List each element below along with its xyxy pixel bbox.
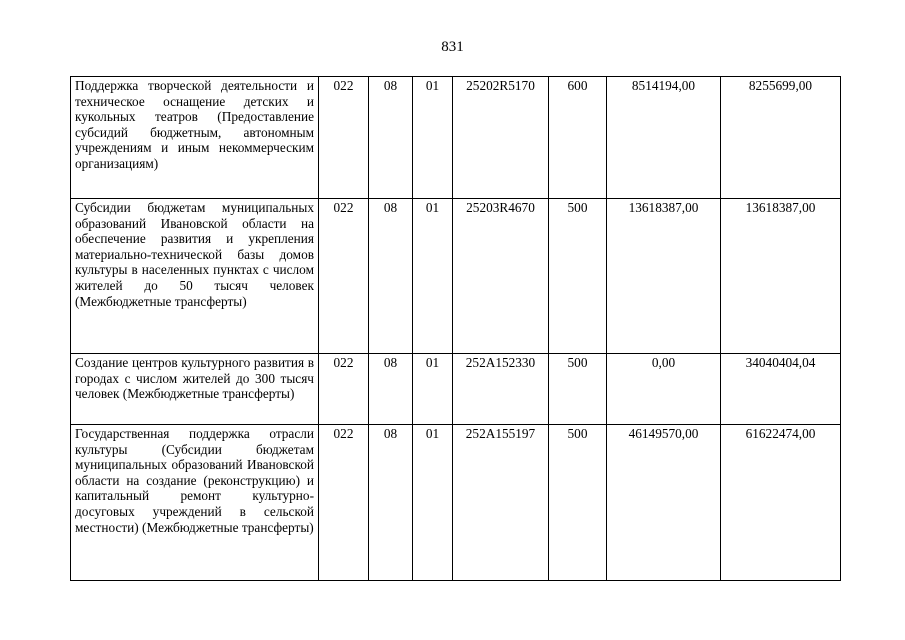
row-description: Субсидии бюджетам муниципальных образований Ивановской области на обеспечение развития и укрепления материально-технической базы домов культуры в населенных пунктах с числом жителей до 50 тысяч человек (Межбюджетные трансферты) <box>71 199 319 354</box>
row-amount-year1: 8514194,00 <box>607 77 721 199</box>
row-subsection-code: 01 <box>413 354 453 425</box>
row-amount-year2: 13618387,00 <box>721 199 841 354</box>
row-target-code: 25203R4670 <box>453 199 549 354</box>
table-row <box>71 354 841 425</box>
row-amount-year2: 61622474,00 <box>721 425 841 581</box>
row-expense-type: 500 <box>549 199 607 354</box>
row-target-code: 25202R5170 <box>453 77 549 199</box>
row-amount-year1: 0,00 <box>607 354 721 425</box>
row-amount-year2: 8255699,00 <box>721 77 841 199</box>
row-amount-year2: 34040404,04 <box>721 354 841 425</box>
row-subsection-code: 01 <box>413 77 453 199</box>
row-subsection-code: 01 <box>413 425 453 581</box>
row-expense-type: 500 <box>549 354 607 425</box>
row-target-code: 252A155197 <box>453 425 549 581</box>
table-row <box>71 77 841 199</box>
row-grbs-code: 022 <box>319 354 369 425</box>
row-expense-type: 600 <box>549 77 607 199</box>
budget-table <box>70 76 841 581</box>
table-row <box>71 425 841 581</box>
row-grbs-code: 022 <box>319 77 369 199</box>
row-target-code: 252A152330 <box>453 354 549 425</box>
row-subsection-code: 01 <box>413 199 453 354</box>
row-section-code: 08 <box>369 77 413 199</box>
page-number: 831 <box>441 39 464 55</box>
row-section-code: 08 <box>369 199 413 354</box>
row-expense-type: 500 <box>549 425 607 581</box>
row-section-code: 08 <box>369 354 413 425</box>
row-description: Поддержка творческой деятельности и техническое оснащение детских и кукольных театров (Предоставление субсидий бюджетным, автономным учреждениям и иным некоммерческим организациям) <box>71 77 319 199</box>
row-description: Государственная поддержка отрасли культуры (Субсидии бюджетам муниципальных образований Ивановской области на создание (реконструкцию) и капитальный ремонт культурно-досуговых учреждений в сельской местности) (Межбюджетные трансферты) <box>71 425 319 581</box>
table-row <box>71 199 841 354</box>
row-amount-year1: 46149570,00 <box>607 425 721 581</box>
row-grbs-code: 022 <box>319 199 369 354</box>
row-grbs-code: 022 <box>319 425 369 581</box>
row-description: Создание центров культурного развития в городах с числом жителей до 300 тысяч человек (Межбюджетные трансферты) <box>71 354 319 425</box>
row-section-code: 08 <box>369 425 413 581</box>
row-amount-year1: 13618387,00 <box>607 199 721 354</box>
